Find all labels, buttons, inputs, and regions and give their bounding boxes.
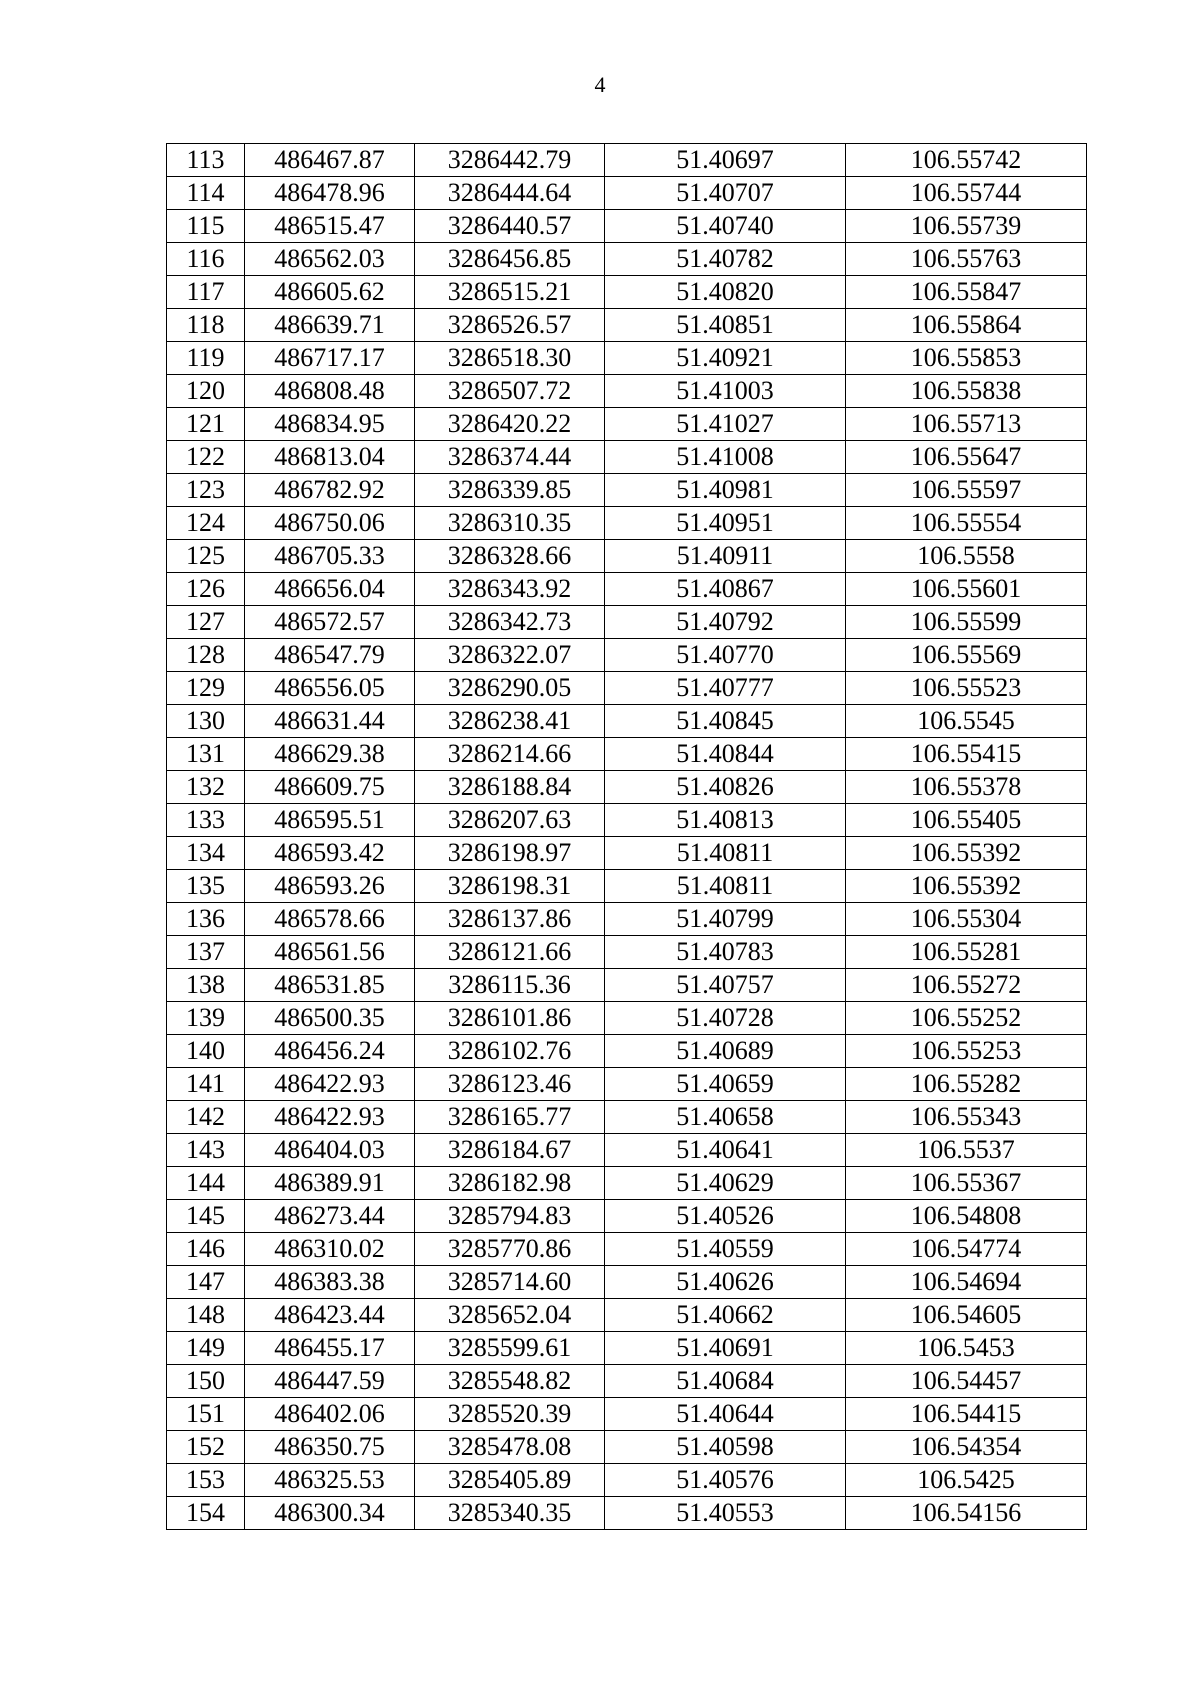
latitude-cell: 51.40820 bbox=[605, 276, 846, 309]
x-coordinate-cell: 486561.56 bbox=[245, 936, 415, 969]
point-number-cell: 123 bbox=[167, 474, 245, 507]
point-number-cell: 128 bbox=[167, 639, 245, 672]
table-row bbox=[167, 309, 1087, 342]
longitude-cell: 106.55601 bbox=[846, 573, 1087, 606]
y-coordinate-cell: 3286207.63 bbox=[415, 804, 605, 837]
x-coordinate-cell: 486467.87 bbox=[245, 144, 415, 177]
table-row bbox=[167, 1266, 1087, 1299]
point-number-cell: 150 bbox=[167, 1365, 245, 1398]
longitude-cell: 106.54457 bbox=[846, 1365, 1087, 1398]
latitude-cell: 51.40911 bbox=[605, 540, 846, 573]
x-coordinate-cell: 486422.93 bbox=[245, 1101, 415, 1134]
point-number-cell: 145 bbox=[167, 1200, 245, 1233]
longitude-cell: 106.55253 bbox=[846, 1035, 1087, 1068]
longitude-cell: 106.55252 bbox=[846, 1002, 1087, 1035]
longitude-cell: 106.54415 bbox=[846, 1398, 1087, 1431]
point-number-cell: 125 bbox=[167, 540, 245, 573]
table-row bbox=[167, 474, 1087, 507]
latitude-cell: 51.40740 bbox=[605, 210, 846, 243]
y-coordinate-cell: 3286188.84 bbox=[415, 771, 605, 804]
x-coordinate-cell: 486572.57 bbox=[245, 606, 415, 639]
x-coordinate-cell: 486556.05 bbox=[245, 672, 415, 705]
longitude-cell: 106.5558 bbox=[846, 540, 1087, 573]
latitude-cell: 51.40576 bbox=[605, 1464, 846, 1497]
table-row bbox=[167, 573, 1087, 606]
table-row bbox=[167, 903, 1087, 936]
x-coordinate-cell: 486717.17 bbox=[245, 342, 415, 375]
latitude-cell: 51.40728 bbox=[605, 1002, 846, 1035]
point-number-cell: 115 bbox=[167, 210, 245, 243]
x-coordinate-cell: 486609.75 bbox=[245, 771, 415, 804]
latitude-cell: 51.40770 bbox=[605, 639, 846, 672]
latitude-cell: 51.40811 bbox=[605, 870, 846, 903]
longitude-cell: 106.55569 bbox=[846, 639, 1087, 672]
point-number-cell: 132 bbox=[167, 771, 245, 804]
table-row bbox=[167, 771, 1087, 804]
table-row bbox=[167, 870, 1087, 903]
point-number-cell: 131 bbox=[167, 738, 245, 771]
y-coordinate-cell: 3286238.41 bbox=[415, 705, 605, 738]
x-coordinate-cell: 486350.75 bbox=[245, 1431, 415, 1464]
x-coordinate-cell: 486834.95 bbox=[245, 408, 415, 441]
longitude-cell: 106.55367 bbox=[846, 1167, 1087, 1200]
point-number-cell: 116 bbox=[167, 243, 245, 276]
y-coordinate-cell: 3286420.22 bbox=[415, 408, 605, 441]
table-row bbox=[167, 507, 1087, 540]
latitude-cell: 51.40691 bbox=[605, 1332, 846, 1365]
table-row bbox=[167, 1398, 1087, 1431]
longitude-cell: 106.5537 bbox=[846, 1134, 1087, 1167]
table-row bbox=[167, 243, 1087, 276]
latitude-cell: 51.40659 bbox=[605, 1068, 846, 1101]
y-coordinate-cell: 3286322.07 bbox=[415, 639, 605, 672]
y-coordinate-cell: 3285652.04 bbox=[415, 1299, 605, 1332]
latitude-cell: 51.40811 bbox=[605, 837, 846, 870]
longitude-cell: 106.54774 bbox=[846, 1233, 1087, 1266]
y-coordinate-cell: 3286198.31 bbox=[415, 870, 605, 903]
x-coordinate-cell: 486639.71 bbox=[245, 309, 415, 342]
latitude-cell: 51.40644 bbox=[605, 1398, 846, 1431]
longitude-cell: 106.55853 bbox=[846, 342, 1087, 375]
latitude-cell: 51.40697 bbox=[605, 144, 846, 177]
y-coordinate-cell: 3285770.86 bbox=[415, 1233, 605, 1266]
latitude-cell: 51.40598 bbox=[605, 1431, 846, 1464]
point-number-cell: 113 bbox=[167, 144, 245, 177]
table-row bbox=[167, 1431, 1087, 1464]
x-coordinate-cell: 486500.35 bbox=[245, 1002, 415, 1035]
y-coordinate-cell: 3286328.66 bbox=[415, 540, 605, 573]
y-coordinate-cell: 3286526.57 bbox=[415, 309, 605, 342]
x-coordinate-cell: 486325.53 bbox=[245, 1464, 415, 1497]
longitude-cell: 106.55599 bbox=[846, 606, 1087, 639]
latitude-cell: 51.40757 bbox=[605, 969, 846, 1002]
longitude-cell: 106.5453 bbox=[846, 1332, 1087, 1365]
table-row bbox=[167, 936, 1087, 969]
longitude-cell: 106.5545 bbox=[846, 705, 1087, 738]
table-row bbox=[167, 1002, 1087, 1035]
point-number-cell: 129 bbox=[167, 672, 245, 705]
y-coordinate-cell: 3286442.79 bbox=[415, 144, 605, 177]
x-coordinate-cell: 486515.47 bbox=[245, 210, 415, 243]
x-coordinate-cell: 486478.96 bbox=[245, 177, 415, 210]
latitude-cell: 51.40844 bbox=[605, 738, 846, 771]
latitude-cell: 51.40813 bbox=[605, 804, 846, 837]
latitude-cell: 51.40526 bbox=[605, 1200, 846, 1233]
table-row bbox=[167, 1332, 1087, 1365]
point-number-cell: 126 bbox=[167, 573, 245, 606]
y-coordinate-cell: 3286339.85 bbox=[415, 474, 605, 507]
longitude-cell: 106.55282 bbox=[846, 1068, 1087, 1101]
y-coordinate-cell: 3286518.30 bbox=[415, 342, 605, 375]
latitude-cell: 51.40553 bbox=[605, 1497, 846, 1530]
point-number-cell: 136 bbox=[167, 903, 245, 936]
point-number-cell: 119 bbox=[167, 342, 245, 375]
y-coordinate-cell: 3286444.64 bbox=[415, 177, 605, 210]
table-row bbox=[167, 210, 1087, 243]
longitude-cell: 106.55392 bbox=[846, 870, 1087, 903]
y-coordinate-cell: 3286123.46 bbox=[415, 1068, 605, 1101]
y-coordinate-cell: 3285714.60 bbox=[415, 1266, 605, 1299]
x-coordinate-cell: 486629.38 bbox=[245, 738, 415, 771]
page-number: 4 bbox=[594, 72, 606, 97]
point-number-cell: 146 bbox=[167, 1233, 245, 1266]
longitude-cell: 106.55763 bbox=[846, 243, 1087, 276]
table-row bbox=[167, 705, 1087, 738]
longitude-cell: 106.55739 bbox=[846, 210, 1087, 243]
table-row bbox=[167, 177, 1087, 210]
longitude-cell: 106.55744 bbox=[846, 177, 1087, 210]
y-coordinate-cell: 3285340.35 bbox=[415, 1497, 605, 1530]
latitude-cell: 51.40951 bbox=[605, 507, 846, 540]
y-coordinate-cell: 3285478.08 bbox=[415, 1431, 605, 1464]
y-coordinate-cell: 3286165.77 bbox=[415, 1101, 605, 1134]
longitude-cell: 106.55405 bbox=[846, 804, 1087, 837]
y-coordinate-cell: 3286290.05 bbox=[415, 672, 605, 705]
longitude-cell: 106.55523 bbox=[846, 672, 1087, 705]
x-coordinate-cell: 486562.03 bbox=[245, 243, 415, 276]
y-coordinate-cell: 3285599.61 bbox=[415, 1332, 605, 1365]
table-row bbox=[167, 606, 1087, 639]
y-coordinate-cell: 3286121.66 bbox=[415, 936, 605, 969]
x-coordinate-cell: 486656.04 bbox=[245, 573, 415, 606]
y-coordinate-cell: 3285548.82 bbox=[415, 1365, 605, 1398]
latitude-cell: 51.40845 bbox=[605, 705, 846, 738]
table-row bbox=[167, 1464, 1087, 1497]
longitude-cell: 106.54156 bbox=[846, 1497, 1087, 1530]
x-coordinate-cell: 486593.42 bbox=[245, 837, 415, 870]
table-row bbox=[167, 441, 1087, 474]
x-coordinate-cell: 486705.33 bbox=[245, 540, 415, 573]
latitude-cell: 51.40921 bbox=[605, 342, 846, 375]
latitude-cell: 51.40783 bbox=[605, 936, 846, 969]
table-row bbox=[167, 639, 1087, 672]
longitude-cell: 106.55864 bbox=[846, 309, 1087, 342]
y-coordinate-cell: 3286440.57 bbox=[415, 210, 605, 243]
y-coordinate-cell: 3286101.86 bbox=[415, 1002, 605, 1035]
latitude-cell: 51.40559 bbox=[605, 1233, 846, 1266]
x-coordinate-cell: 486456.24 bbox=[245, 1035, 415, 1068]
x-coordinate-cell: 486531.85 bbox=[245, 969, 415, 1002]
table-row bbox=[167, 1035, 1087, 1068]
point-number-cell: 147 bbox=[167, 1266, 245, 1299]
y-coordinate-cell: 3286456.85 bbox=[415, 243, 605, 276]
longitude-cell: 106.55304 bbox=[846, 903, 1087, 936]
longitude-cell: 106.55392 bbox=[846, 837, 1087, 870]
point-number-cell: 120 bbox=[167, 375, 245, 408]
x-coordinate-cell: 486605.62 bbox=[245, 276, 415, 309]
point-number-cell: 127 bbox=[167, 606, 245, 639]
table-row bbox=[167, 804, 1087, 837]
longitude-cell: 106.55554 bbox=[846, 507, 1087, 540]
latitude-cell: 51.41003 bbox=[605, 375, 846, 408]
y-coordinate-cell: 3286214.66 bbox=[415, 738, 605, 771]
longitude-cell: 106.55272 bbox=[846, 969, 1087, 1002]
point-number-cell: 137 bbox=[167, 936, 245, 969]
point-number-cell: 141 bbox=[167, 1068, 245, 1101]
longitude-cell: 106.55647 bbox=[846, 441, 1087, 474]
latitude-cell: 51.40629 bbox=[605, 1167, 846, 1200]
x-coordinate-cell: 486547.79 bbox=[245, 639, 415, 672]
longitude-cell: 106.55415 bbox=[846, 738, 1087, 771]
latitude-cell: 51.40981 bbox=[605, 474, 846, 507]
table-row bbox=[167, 672, 1087, 705]
point-number-cell: 121 bbox=[167, 408, 245, 441]
longitude-cell: 106.54808 bbox=[846, 1200, 1087, 1233]
longitude-cell: 106.55343 bbox=[846, 1101, 1087, 1134]
x-coordinate-cell: 486273.44 bbox=[245, 1200, 415, 1233]
latitude-cell: 51.40799 bbox=[605, 903, 846, 936]
point-number-cell: 153 bbox=[167, 1464, 245, 1497]
x-coordinate-cell: 486593.26 bbox=[245, 870, 415, 903]
x-coordinate-cell: 486750.06 bbox=[245, 507, 415, 540]
latitude-cell: 51.40684 bbox=[605, 1365, 846, 1398]
table-row bbox=[167, 1200, 1087, 1233]
longitude-cell: 106.5425 bbox=[846, 1464, 1087, 1497]
latitude-cell: 51.40826 bbox=[605, 771, 846, 804]
table-row bbox=[167, 1068, 1087, 1101]
point-number-cell: 154 bbox=[167, 1497, 245, 1530]
table-row bbox=[167, 1497, 1087, 1530]
point-number-cell: 142 bbox=[167, 1101, 245, 1134]
table-row bbox=[167, 375, 1087, 408]
point-number-cell: 140 bbox=[167, 1035, 245, 1068]
x-coordinate-cell: 486631.44 bbox=[245, 705, 415, 738]
y-coordinate-cell: 3286102.76 bbox=[415, 1035, 605, 1068]
longitude-cell: 106.55847 bbox=[846, 276, 1087, 309]
x-coordinate-cell: 486595.51 bbox=[245, 804, 415, 837]
point-number-cell: 149 bbox=[167, 1332, 245, 1365]
table-row bbox=[167, 342, 1087, 375]
x-coordinate-cell: 486813.04 bbox=[245, 441, 415, 474]
y-coordinate-cell: 3286343.92 bbox=[415, 573, 605, 606]
latitude-cell: 51.40689 bbox=[605, 1035, 846, 1068]
latitude-cell: 51.40658 bbox=[605, 1101, 846, 1134]
x-coordinate-cell: 486423.44 bbox=[245, 1299, 415, 1332]
y-coordinate-cell: 3286182.98 bbox=[415, 1167, 605, 1200]
x-coordinate-cell: 486383.38 bbox=[245, 1266, 415, 1299]
longitude-cell: 106.54605 bbox=[846, 1299, 1087, 1332]
y-coordinate-cell: 3286137.86 bbox=[415, 903, 605, 936]
latitude-cell: 51.41008 bbox=[605, 441, 846, 474]
x-coordinate-cell: 486808.48 bbox=[245, 375, 415, 408]
y-coordinate-cell: 3286374.44 bbox=[415, 441, 605, 474]
x-coordinate-cell: 486310.02 bbox=[245, 1233, 415, 1266]
point-number-cell: 138 bbox=[167, 969, 245, 1002]
latitude-cell: 51.40662 bbox=[605, 1299, 846, 1332]
point-number-cell: 117 bbox=[167, 276, 245, 309]
longitude-cell: 106.54354 bbox=[846, 1431, 1087, 1464]
longitude-cell: 106.55597 bbox=[846, 474, 1087, 507]
longitude-cell: 106.55742 bbox=[846, 144, 1087, 177]
latitude-cell: 51.40792 bbox=[605, 606, 846, 639]
table-row bbox=[167, 1167, 1087, 1200]
table-row bbox=[167, 408, 1087, 441]
table-row bbox=[167, 1101, 1087, 1134]
y-coordinate-cell: 3286507.72 bbox=[415, 375, 605, 408]
latitude-cell: 51.40851 bbox=[605, 309, 846, 342]
y-coordinate-cell: 3285794.83 bbox=[415, 1200, 605, 1233]
point-number-cell: 135 bbox=[167, 870, 245, 903]
x-coordinate-cell: 486404.03 bbox=[245, 1134, 415, 1167]
point-number-cell: 139 bbox=[167, 1002, 245, 1035]
x-coordinate-cell: 486447.59 bbox=[245, 1365, 415, 1398]
longitude-cell: 106.55713 bbox=[846, 408, 1087, 441]
point-number-cell: 118 bbox=[167, 309, 245, 342]
y-coordinate-cell: 3286198.97 bbox=[415, 837, 605, 870]
longitude-cell: 106.55378 bbox=[846, 771, 1087, 804]
point-number-cell: 151 bbox=[167, 1398, 245, 1431]
point-number-cell: 124 bbox=[167, 507, 245, 540]
point-number-cell: 152 bbox=[167, 1431, 245, 1464]
y-coordinate-cell: 3286515.21 bbox=[415, 276, 605, 309]
x-coordinate-cell: 486455.17 bbox=[245, 1332, 415, 1365]
y-coordinate-cell: 3285405.89 bbox=[415, 1464, 605, 1497]
table-row bbox=[167, 1365, 1087, 1398]
y-coordinate-cell: 3286310.35 bbox=[415, 507, 605, 540]
longitude-cell: 106.54694 bbox=[846, 1266, 1087, 1299]
x-coordinate-cell: 486402.06 bbox=[245, 1398, 415, 1431]
y-coordinate-cell: 3286342.73 bbox=[415, 606, 605, 639]
point-number-cell: 143 bbox=[167, 1134, 245, 1167]
table-row bbox=[167, 837, 1087, 870]
y-coordinate-cell: 3286115.36 bbox=[415, 969, 605, 1002]
x-coordinate-cell: 486422.93 bbox=[245, 1068, 415, 1101]
table-row bbox=[167, 540, 1087, 573]
point-number-cell: 130 bbox=[167, 705, 245, 738]
x-coordinate-cell: 486782.92 bbox=[245, 474, 415, 507]
latitude-cell: 51.40626 bbox=[605, 1266, 846, 1299]
longitude-cell: 106.55838 bbox=[846, 375, 1087, 408]
longitude-cell: 106.55281 bbox=[846, 936, 1087, 969]
point-number-cell: 122 bbox=[167, 441, 245, 474]
point-number-cell: 148 bbox=[167, 1299, 245, 1332]
y-coordinate-cell: 3285520.39 bbox=[415, 1398, 605, 1431]
coordinates-table-body bbox=[167, 144, 1087, 1530]
latitude-cell: 51.40777 bbox=[605, 672, 846, 705]
table-row bbox=[167, 144, 1087, 177]
latitude-cell: 51.41027 bbox=[605, 408, 846, 441]
coordinates-table bbox=[166, 143, 1087, 1530]
table-row bbox=[167, 738, 1087, 771]
y-coordinate-cell: 3286184.67 bbox=[415, 1134, 605, 1167]
point-number-cell: 144 bbox=[167, 1167, 245, 1200]
latitude-cell: 51.40782 bbox=[605, 243, 846, 276]
table-row bbox=[167, 276, 1087, 309]
table-row bbox=[167, 969, 1087, 1002]
table-row bbox=[167, 1299, 1087, 1332]
point-number-cell: 133 bbox=[167, 804, 245, 837]
latitude-cell: 51.40707 bbox=[605, 177, 846, 210]
table-row bbox=[167, 1233, 1087, 1266]
point-number-cell: 114 bbox=[167, 177, 245, 210]
point-number-cell: 134 bbox=[167, 837, 245, 870]
latitude-cell: 51.40641 bbox=[605, 1134, 846, 1167]
latitude-cell: 51.40867 bbox=[605, 573, 846, 606]
x-coordinate-cell: 486300.34 bbox=[245, 1497, 415, 1530]
x-coordinate-cell: 486389.91 bbox=[245, 1167, 415, 1200]
table-row bbox=[167, 1134, 1087, 1167]
x-coordinate-cell: 486578.66 bbox=[245, 903, 415, 936]
